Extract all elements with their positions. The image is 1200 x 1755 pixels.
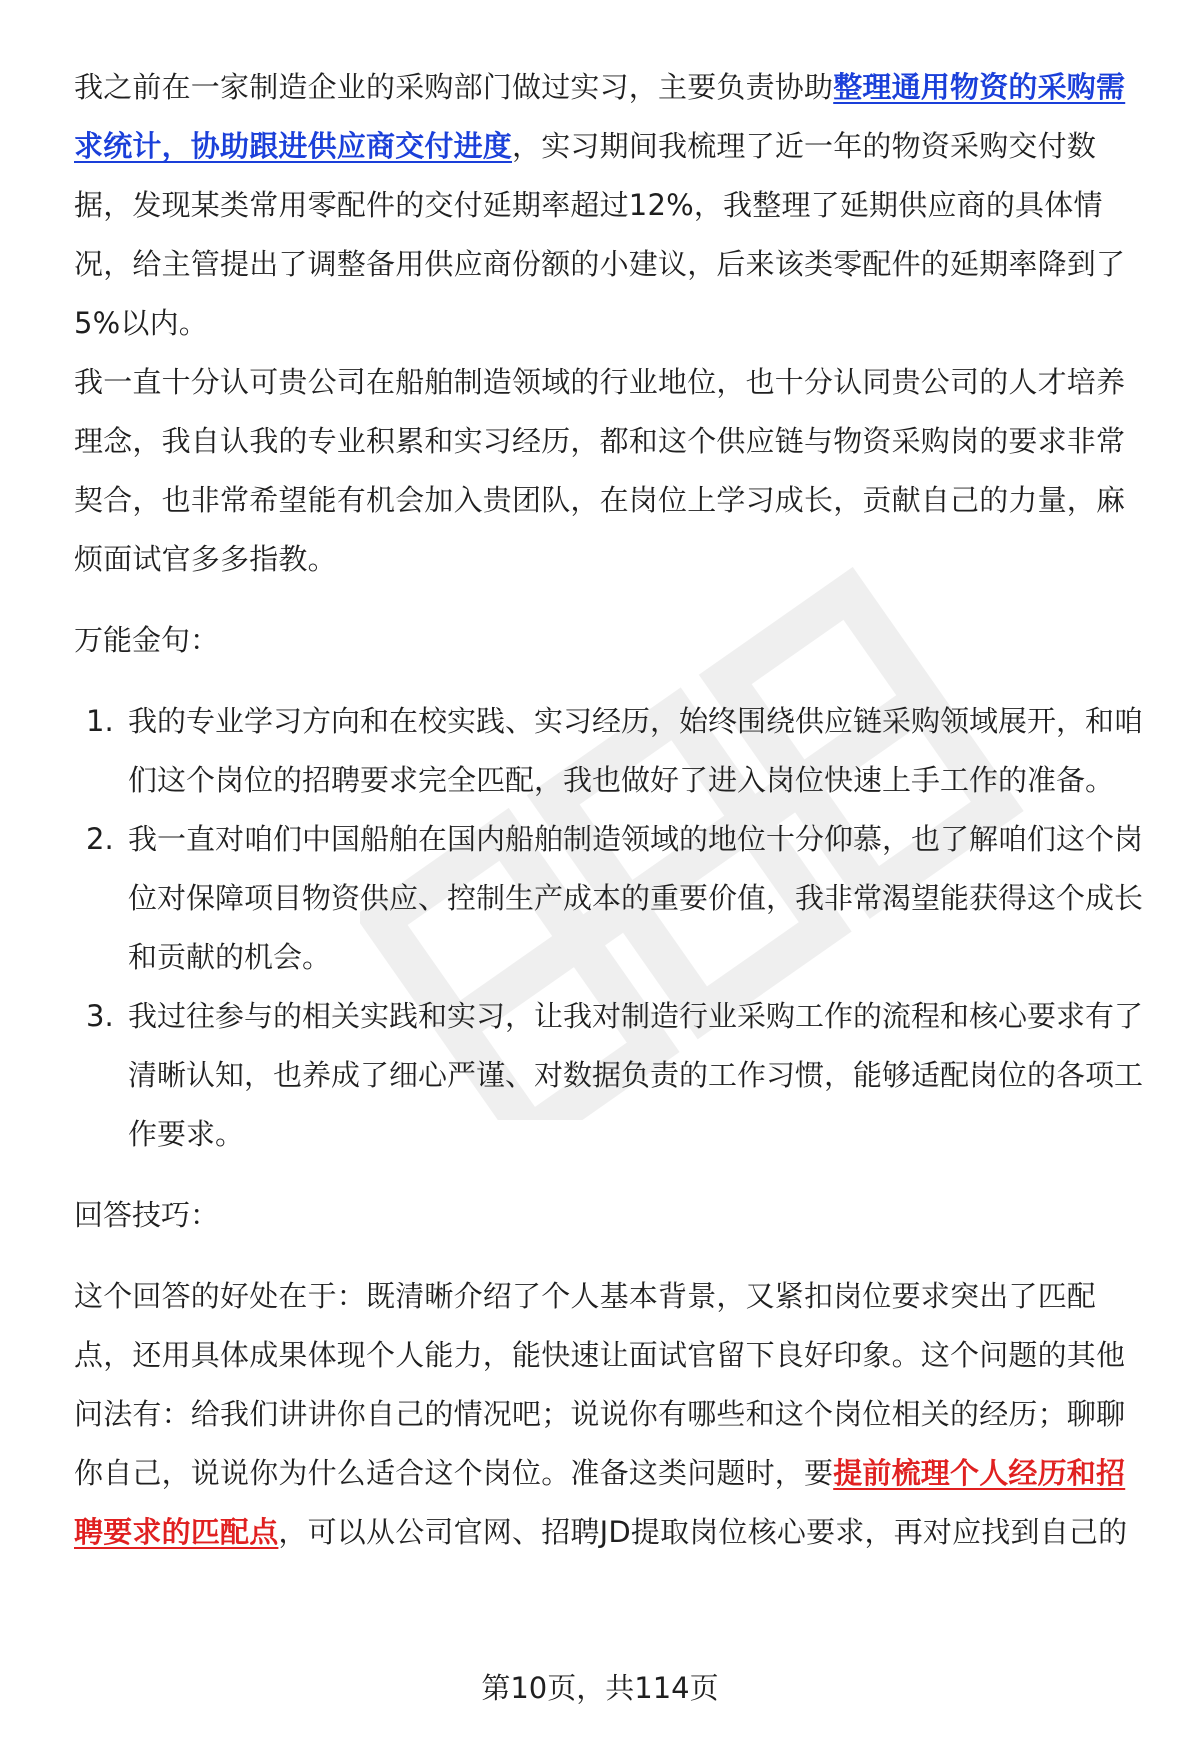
- answer-tips-heading: 回答技巧：: [74, 1198, 220, 1232]
- intro-text-2: ，实习期间我梳理了近一年的物资采购交付数据，发现某类常用零配件的交付延期率超过12%，我整理了延期供应商的具体情况，给主管提出了调整备用供应商份额的小建议，后来该类零配件的延期率降到了5%以内。: [74, 129, 1126, 340]
- tips-text-2: ，可以从公司官网、招聘JD提取岗位核心要求，再对应找到自己的: [278, 1515, 1128, 1549]
- intro-highlight-blue: 整理通用物资的采购需求统计，协助跟进供应商交付进度: [74, 70, 1126, 163]
- list-item-text: 我的专业学习方向和在校实践、实习经历，始终围绕供应链采购领域展开，和咱们这个岗位的招聘要求完全匹配，我也做好了进入岗位快速上手工作的准备。: [128, 704, 1144, 797]
- spacer: [74, 1164, 1154, 1186]
- tips-paragraph: [74, 1267, 1154, 1562]
- list-item-number: 3.: [86, 999, 114, 1033]
- intro-text-1: 我之前在一家制造企业的采购部门做过实习，主要负责协助: [74, 70, 834, 104]
- list-item: [74, 692, 1154, 810]
- intro-paragraph: [74, 58, 1154, 353]
- golden-sentences-list: [74, 692, 1154, 1164]
- list-item: [74, 810, 1154, 987]
- list-item-number: 1.: [86, 704, 114, 738]
- list-item-number: 2.: [86, 822, 114, 856]
- document-content: [74, 58, 1154, 1562]
- tips-text-1: 这个回答的好处在于：既清晰介绍了个人基本背景，又紧扣岗位要求突出了匹配点，还用具体成果体现个人能力，能快速让面试官留下良好印象。这个问题的其他问法有：给我们讲讲你自己的情况吧；说说你有哪些和这个岗位相关的经历；聊聊你自己，说说你为什么适合这个岗位。准备这类问题时，要: [74, 1279, 1126, 1490]
- motivation-paragraph: 我一直十分认可贵公司在船舶制造领域的行业地位，也十分认同贵公司的人才培养理念，我自认我的专业积累和实习经历，都和这个供应链与物资采购岗的要求非常契合，也非常希望能有机会加入贵团队，在岗位上学习成长，贡献自己的力量，麻烦面试官多多指教。: [74, 365, 1126, 576]
- tips-highlight-red: 提前梳理个人经历和招聘要求的匹配点: [74, 1456, 1126, 1549]
- golden-sentences-heading: 万能金句：: [74, 623, 220, 657]
- spacer: [74, 670, 1154, 692]
- spacer: [74, 589, 1154, 611]
- list-item-text: 我过往参与的相关实践和实习，让我对制造行业采购工作的流程和核心要求有了清晰认知，也养成了细心严谨、对数据负责的工作习惯，能够适配岗位的各项工作要求。: [128, 999, 1144, 1151]
- list-item-text: 我一直对咱们中国船舶在国内船舶制造领域的地位十分仰慕，也了解咱们这个岗位对保障项目物资供应、控制生产成本的重要价值，我非常渴望能获得这个成长和贡献的机会。: [128, 822, 1144, 974]
- list-item: [74, 987, 1154, 1164]
- page-number-footer: 第10页，共114页: [481, 1671, 719, 1705]
- spacer: [74, 1245, 1154, 1267]
